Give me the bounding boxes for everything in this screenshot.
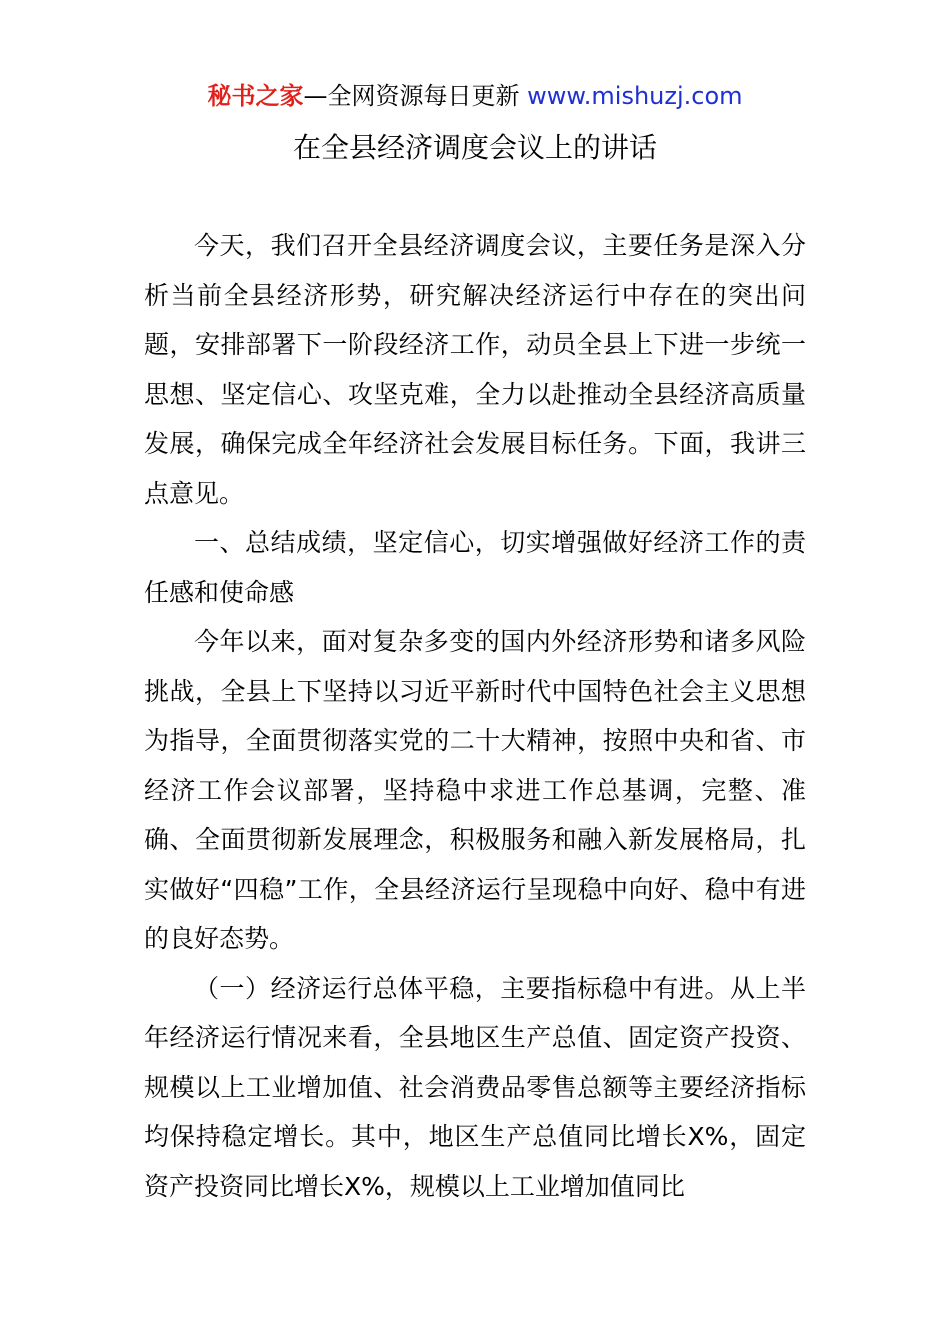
paragraph-subsection-one: （一）经济运行总体平稳，主要指标稳中有进。从上半年经济运行情况来看，全县地区生产总值、固定资产投资、规模以上工业增加值、社会消费品零售总额等主要经济指标均保持稳定增长。其中，地区生产总值同比增长X%，固定资产投资同比增长X%，规模以上工业增加值同比 [144, 973, 806, 1201]
section-heading-one: 一、总结成绩，坚定信心，切实增强做好经济工作的责任感和使命感 [144, 528, 806, 607]
document-title: 在全县经济调度会议上的讲话 [292, 131, 657, 164]
paragraph-intro: 今天，我们召开全县经济调度会议，主要任务是深入分析当前全县经济形势，研究解决经济运行中存在的突出问题，安排部署下一阶段经济工作，动员全县上下进一步统一思想、坚定信心、攻坚克难，全力以赴推动全县经济高质量发展，确保完成全年经济社会发展目标任务。下面，我讲三点意见。 [144, 231, 806, 508]
site-header [0, 80, 950, 112]
paragraph-review: 今年以来，面对复杂多变的国内外经济形势和诸多风险挑战，全县上下坚持以习近平新时代中国特色社会主义思想为指导，全面贯彻落实党的二十大精神，按照中央和省、市经济工作会议部署，坚持稳中求进工作总基调，完整、准确、全面贯彻新发展理念，积极服务和融入新发展格局，扎实做好“四稳”工作，全县经济运行呈现稳中向好、稳中有进的良好态势。 [144, 627, 806, 953]
site-name: 秘书之家 [207, 82, 304, 110]
site-url-link[interactable]: www.mishuzj.com [527, 82, 743, 110]
document-body [144, 221, 806, 1211]
site-tagline: —全网资源每日更新 [303, 82, 528, 110]
